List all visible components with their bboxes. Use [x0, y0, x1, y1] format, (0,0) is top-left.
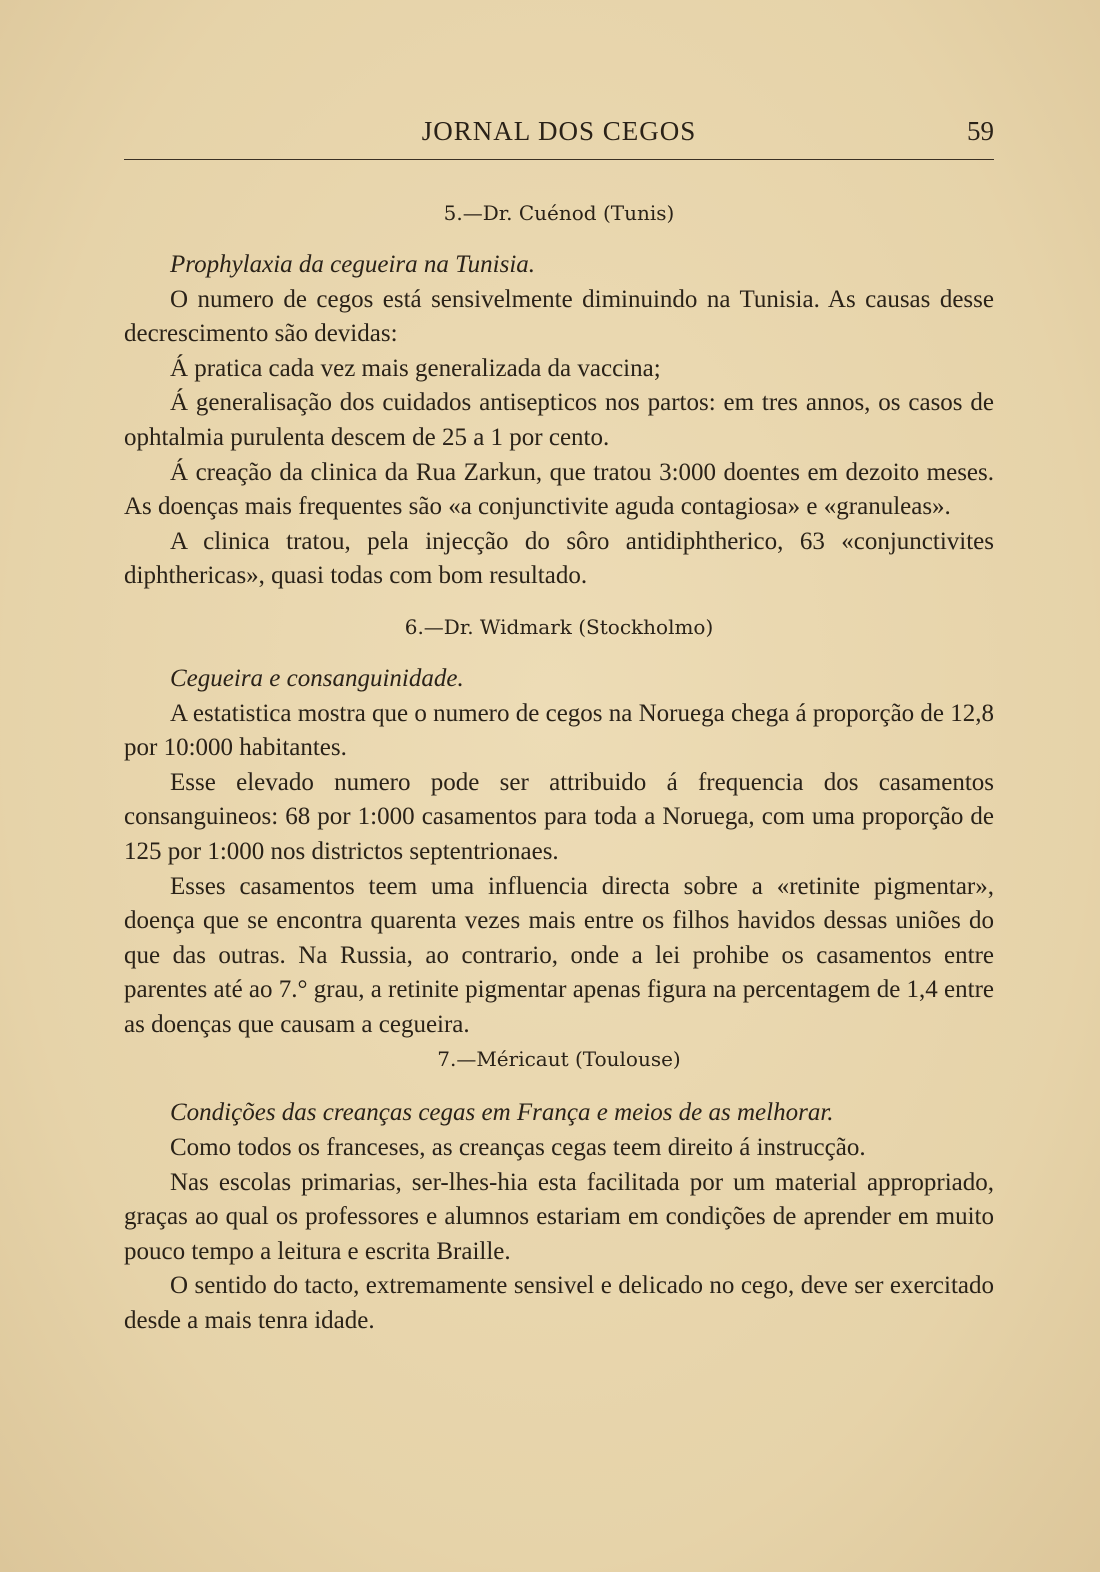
- paragraph: O numero de cegos está sensivelmente diminuindo na Tunisia. As causas desse decrescimento são devidas:: [124, 285, 994, 348]
- page-header: [124, 116, 994, 150]
- page-number: 59: [967, 116, 994, 146]
- running-title: JORNAL DOS CEGOS: [421, 116, 697, 146]
- paragraph: Como todos os franceses, as creanças cegas teem direito á instrucção.: [170, 1134, 866, 1162]
- paragraph: A estatistica mostra que o numero de cegos na Noruega chega á proporção de 12,8 por 10:000 habitantes.: [124, 699, 995, 762]
- paragraph: Á creação da clinica da Rua Zarkun, que tratou 3:000 doentes em dezoito meses. As doenças mais frequentes são «a conjunctivite aguda contagiosa» e «granuleas».: [124, 458, 994, 521]
- paragraph: O sentido do tacto, extremamente sensivel e delicado no cego, deve ser exercitado desde a mais tenra idade.: [124, 1272, 994, 1335]
- paragraph: Esses casamentos teem uma influencia directa sobre a «retinite pigmentar», doença que se encontra quarenta vezes mais entre os filhos havidos dessas uniões do que das outras. Na Russia, ao contrario, onde a lei prohibe os casamentos entre parentes até ao 7.° grau, a retinite pigmentar apenas figura na percentagem de 1,4 entre as doenças que causam a cegueira.: [124, 872, 995, 1038]
- section-heading: 7.—Méricaut (Toulouse): [437, 1047, 681, 1072]
- section-title: Cegueira e consanguinidade.: [170, 664, 464, 692]
- paragraph: Esse elevado numero pode ser attribuido á frequencia dos casamentos consanguineos: 68 por 1:000 casamentos para toda a Noruega, com uma proporção de 125 por 1:000 nos districtos septentrionaes.: [124, 768, 994, 865]
- header-rule: [124, 159, 994, 160]
- paragraph: A clinica tratou, pela injecção do sôro antidiphtherico, 63 «conjunctivites diphthericas», quasi todas com bom resultado.: [124, 527, 994, 590]
- paragraph: Á pratica cada vez mais generalizada da vaccina;: [170, 354, 661, 382]
- section-title: Condições das creanças cegas em França e meios de as melhorar.: [170, 1099, 834, 1127]
- section-widmark: [124, 610, 994, 1043]
- section-cuenod: [124, 196, 994, 594]
- section-heading: 6.—Dr. Widmark (Stockholmo): [404, 614, 714, 639]
- paragraph: Á generalisação dos cuidados antisepticos nos partos: em tres annos, os casos de ophtalmia purulenta descem de 25 a 1 por cento.: [124, 389, 994, 451]
- section-mericaut: [124, 1042, 994, 1338]
- paragraph: Nas escolas primarias, ser-lhes-hia esta facilitada por um material appropriado, graças ao qual os professores e alumnos estariam em condições de aprender em muito pouco tempo a leitura e escrita Braille.: [124, 1168, 994, 1265]
- section-heading: 5.—Dr. Cuénod (Tunis): [443, 201, 675, 225]
- section-title: Prophylaxia da cegueira na Tunisia.: [170, 251, 536, 278]
- text-column: [124, 196, 994, 1339]
